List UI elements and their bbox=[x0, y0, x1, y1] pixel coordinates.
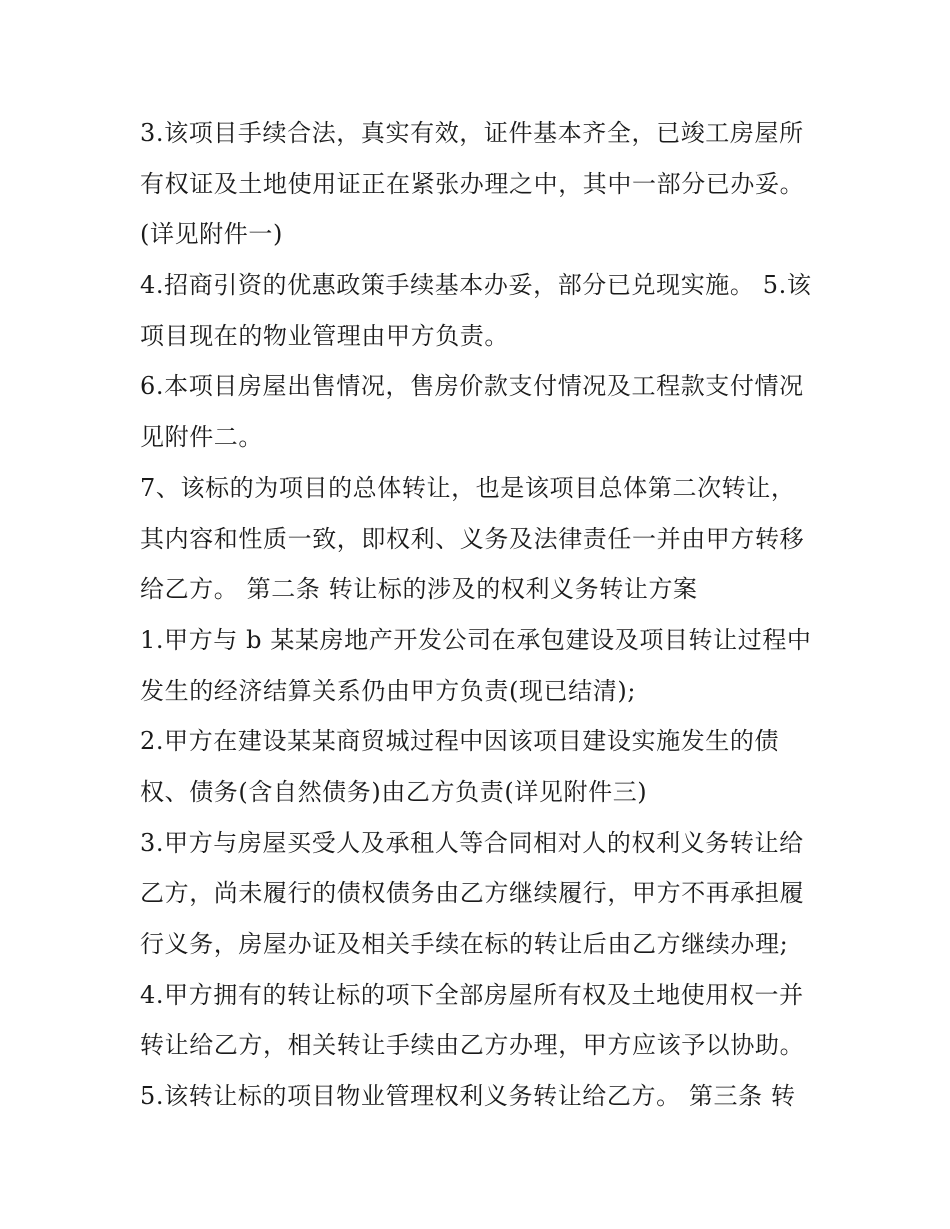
text-line: 4.甲方拥有的转让标的项下全部房屋所有权及土地使用权一并 bbox=[140, 980, 804, 1009]
text-line: 见附件二。 bbox=[140, 423, 263, 452]
text-line: 5.该转让标的项目物业管理权利义务转让给乙方。 第三条 转 bbox=[140, 1082, 796, 1111]
text-line: 给乙方。 第二条 转让标的涉及的权利义务转让方案 bbox=[140, 575, 698, 604]
document-body bbox=[140, 108, 830, 1122]
text-line: 乙方，尚未履行的债权债务由乙方继续履行，甲方不再承担履 bbox=[140, 879, 805, 908]
text-line: 3.甲方与房屋买受人及承租人等合同相对人的权利义务转让给 bbox=[140, 828, 804, 857]
text-line: 7、该标的为项目的总体转让，也是该项目总体第二次转让， bbox=[140, 473, 796, 502]
text-line: 权、债务(含自然债务)由乙方负责(详见附件三) bbox=[140, 777, 648, 806]
text-line: 其内容和性质一致，即权利、义务及法律责任一并由甲方转移 bbox=[140, 524, 805, 553]
text-line: (详见附件一) bbox=[140, 220, 283, 249]
text-line: 4.招商引资的优惠政策手续基本办妥，部分已兑现实施。 5.该 bbox=[140, 271, 812, 300]
text-line: 发生的经济结算关系仍由甲方负责(现已结清); bbox=[140, 676, 637, 705]
text-line: 6.本项目房屋出售情况，售房价款支付情况及工程款支付情况 bbox=[140, 372, 804, 401]
text-line: 转让给乙方，相关转让手续由乙方办理，甲方应该予以协助。 bbox=[140, 1031, 805, 1060]
text-line: 1.甲方与 b 某某房地产开发公司在承包建设及项目转让过程中 bbox=[140, 625, 812, 654]
text-line: 2.甲方在建设某某商贸城过程中因该项目建设实施发生的债 bbox=[140, 727, 780, 756]
text-line: 行义务，房屋办证及相关手续在标的转让后由乙方继续办理; bbox=[140, 930, 789, 958]
text-line: 有权证及土地使用证正在紧张办理之中，其中一部分已办妥。 bbox=[140, 169, 805, 198]
text-line: 项目现在的物业管理由甲方负责。 bbox=[140, 321, 509, 350]
text-line: 3.该项目手续合法，真实有效，证件基本齐全，已竣工房屋所 bbox=[140, 119, 804, 147]
